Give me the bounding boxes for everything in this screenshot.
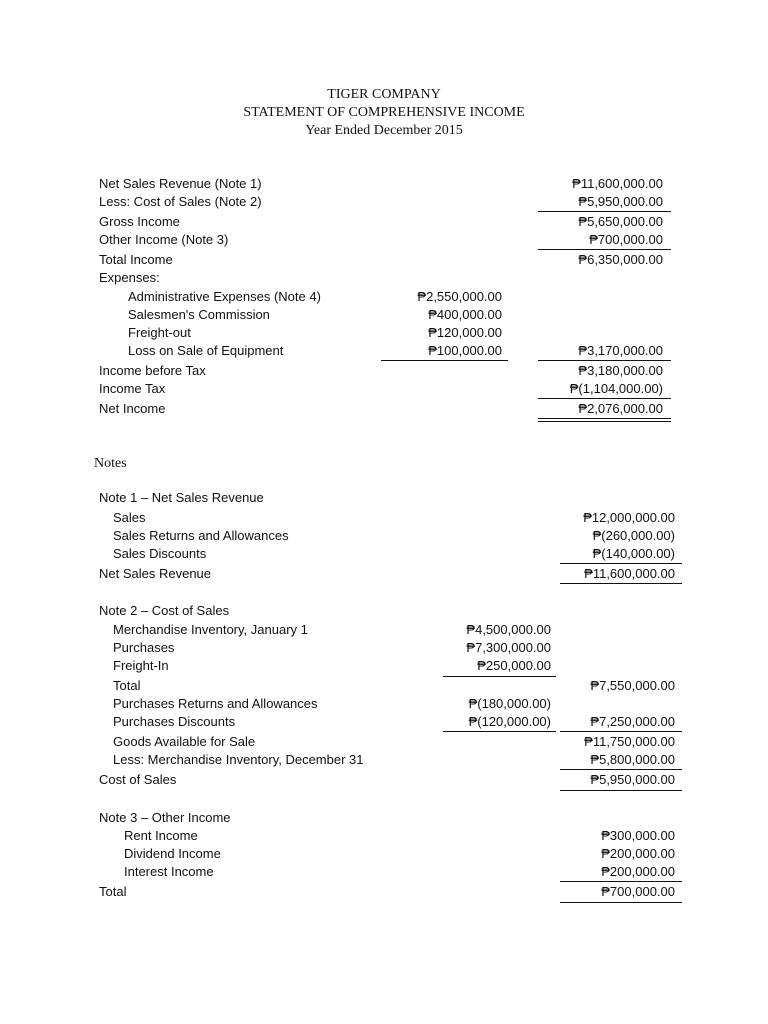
note2-net-purchases-value: ₱7,250,000.00 — [590, 714, 675, 729]
other-income-label: Other Income (Note 3) — [99, 232, 229, 247]
expense-item-value: ₱2,550,000.00 — [417, 289, 502, 304]
note2-discounts-value: ₱(120,000.00) — [468, 714, 551, 729]
note2-inventory-jan-label: Merchandise Inventory, January 1 — [113, 622, 308, 637]
underline — [560, 790, 682, 791]
note1-item-value: ₱(140,000.00) — [592, 546, 675, 561]
note1-item-label: Sales Discounts — [113, 546, 207, 561]
note3-item-label: Interest Income — [124, 864, 214, 879]
note1-total-label: Net Sales Revenue — [99, 566, 212, 581]
note2-inventory-dec-value: ₱5,800,000.00 — [590, 752, 675, 767]
underline — [538, 398, 671, 399]
statement-title: STATEMENT OF COMPREHENSIVE INCOME — [243, 105, 525, 120]
underline — [538, 360, 671, 361]
note2-inventory-jan-value: ₱4,500,000.00 — [466, 622, 551, 637]
underline — [560, 563, 682, 564]
note1-item-value: ₱(260,000.00) — [592, 528, 675, 543]
expense-item-label: Freight-out — [128, 325, 191, 340]
note2-title: Note 2 – Cost of Sales — [99, 603, 230, 618]
note3-item-label: Dividend Income — [124, 846, 221, 861]
underline — [443, 676, 556, 677]
underline — [538, 249, 671, 250]
income-tax-value: ₱(1,104,000.00) — [569, 381, 663, 396]
note1-title: Note 1 – Net Sales Revenue — [99, 490, 264, 505]
income-tax-label: Income Tax — [99, 381, 166, 396]
total-income-label: Total Income — [99, 252, 173, 267]
total-income-value: ₱6,350,000.00 — [578, 252, 663, 267]
note2-cost-label: Cost of Sales — [99, 772, 177, 787]
cost-of-sales-label: Less: Cost of Sales (Note 2) — [99, 194, 262, 209]
note2-returns-label: Purchases Returns and Allowances — [113, 696, 318, 711]
expense-item-value: ₱400,000.00 — [428, 307, 502, 322]
underline — [560, 731, 682, 732]
underline — [560, 902, 682, 903]
double-underline — [538, 421, 671, 422]
note2-inventory-dec-label: Less: Merchandise Inventory, December 31 — [113, 752, 364, 767]
note3-item-value: ₱200,000.00 — [601, 864, 675, 879]
expense-item-label: Administrative Expenses (Note 4) — [128, 289, 321, 304]
note3-total-label: Total — [99, 884, 127, 899]
expense-item-value: ₱100,000.00 — [428, 343, 502, 358]
income-before-tax-value: ₱3,180,000.00 — [578, 363, 663, 378]
note2-cost-value: ₱5,950,000.00 — [590, 772, 675, 787]
notes-heading: Notes — [94, 456, 127, 471]
underline — [560, 769, 682, 770]
note2-total-value: ₱7,550,000.00 — [590, 678, 675, 693]
note3-item-value: ₱200,000.00 — [601, 846, 675, 861]
net-sales-label: Net Sales Revenue (Note 1) — [99, 176, 262, 191]
double-underline — [538, 418, 671, 419]
cost-of-sales-value: ₱5,950,000.00 — [578, 194, 663, 209]
gross-income-label: Gross Income — [99, 214, 180, 229]
note2-total-label: Total — [113, 678, 141, 693]
note2-purchases-value: ₱7,300,000.00 — [466, 640, 551, 655]
note3-total-value: ₱700,000.00 — [601, 884, 675, 899]
note2-discounts-label: Purchases Discounts — [113, 714, 236, 729]
note2-goods-available-value: ₱11,750,000.00 — [584, 734, 675, 749]
note3-item-label: Rent Income — [124, 828, 198, 843]
underline — [381, 360, 508, 361]
statement-period: Year Ended December 2015 — [305, 123, 463, 138]
note2-freight-in-value: ₱250,000.00 — [477, 658, 551, 673]
income-before-tax-label: Income before Tax — [99, 363, 206, 378]
expense-item-value: ₱120,000.00 — [428, 325, 502, 340]
note1-item-label: Sales — [113, 510, 146, 525]
gross-income-value: ₱5,650,000.00 — [578, 214, 663, 229]
total-expenses-value: ₱3,170,000.00 — [578, 343, 663, 358]
underline — [560, 881, 682, 882]
expense-item-label: Salesmen's Commission — [128, 307, 270, 322]
note3-title: Note 3 – Other Income — [99, 810, 231, 825]
net-income-label: Net Income — [99, 401, 166, 416]
note3-item-value: ₱300,000.00 — [601, 828, 675, 843]
note1-item-label: Sales Returns and Allowances — [113, 528, 289, 543]
net-sales-value: ₱11,600,000.00 — [572, 176, 663, 191]
net-income-value: ₱2,076,000.00 — [578, 401, 663, 416]
note1-total-value: ₱11,600,000.00 — [584, 566, 675, 581]
expense-item-label: Loss on Sale of Equipment — [128, 343, 284, 358]
underline — [443, 731, 556, 732]
note2-freight-in-label: Freight-In — [113, 658, 169, 673]
note2-goods-available-label: Goods Available for Sale — [113, 734, 256, 749]
expenses-label: Expenses: — [99, 270, 160, 285]
underline — [538, 211, 671, 212]
underline — [560, 583, 682, 584]
note1-item-value: ₱12,000,000.00 — [583, 510, 675, 525]
note2-purchases-label: Purchases — [113, 640, 175, 655]
company-name: TIGER COMPANY — [327, 87, 441, 102]
note2-returns-value: ₱(180,000.00) — [468, 696, 551, 711]
other-income-value: ₱700,000.00 — [589, 232, 663, 247]
